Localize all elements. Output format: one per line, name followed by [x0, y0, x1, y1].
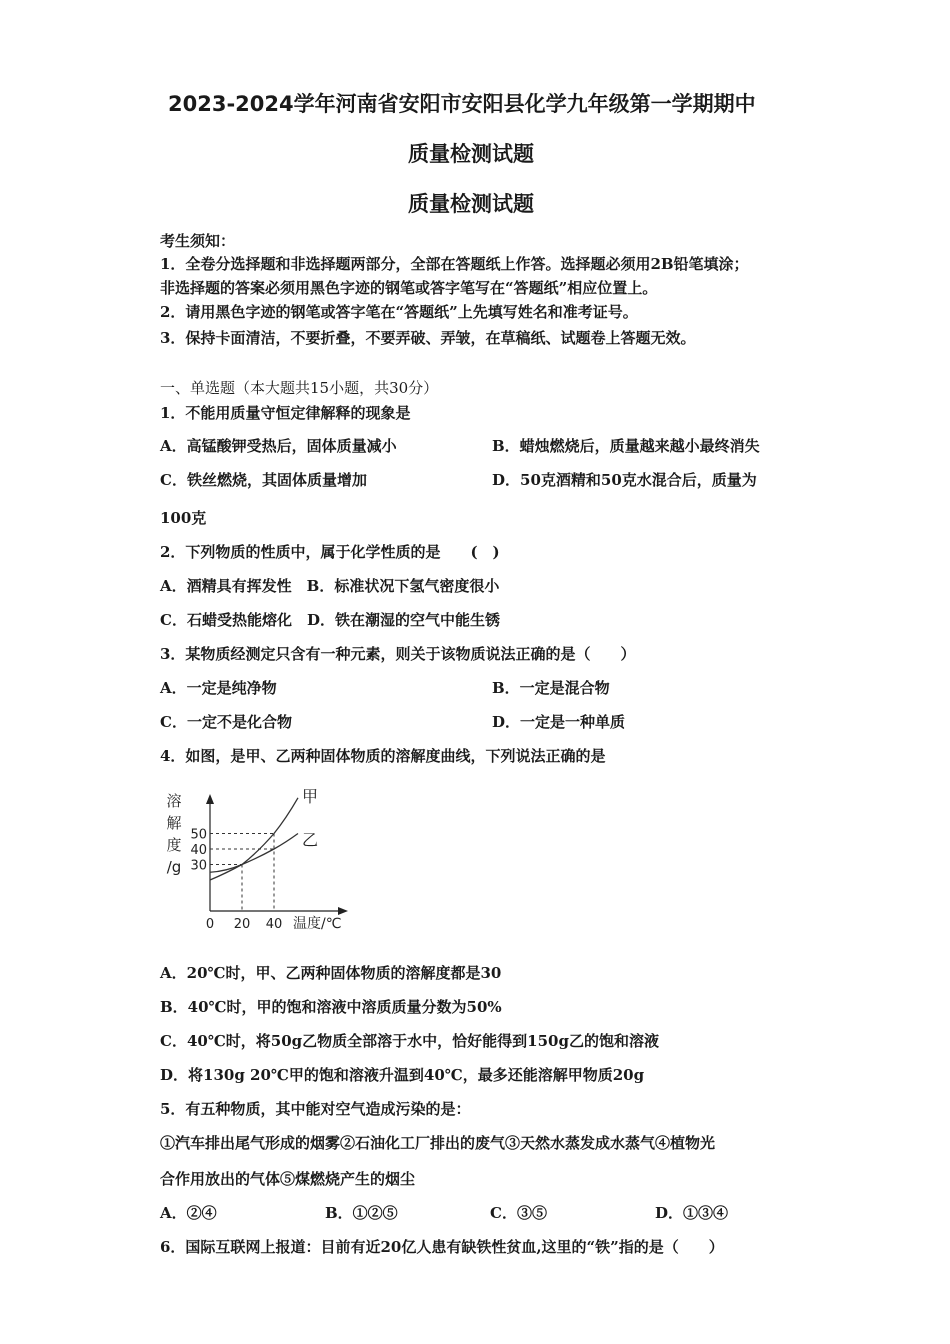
q1-stem: 1．不能用质量守恒定律解释的现象是	[160, 404, 411, 422]
q1-option-d-cont: 100克	[160, 509, 207, 527]
solubility-chart	[160, 786, 360, 934]
q4-option-d: D．将130g 20℃甲的饱和溶液升温到40℃，最多还能溶解甲物质20g	[160, 1066, 645, 1084]
q4-option-c: C．40℃时，将50g乙物质全部溶于水中，恰好能得到150g乙的饱和溶液	[160, 1032, 659, 1050]
page-title-line3: 质量检测试题	[408, 192, 534, 216]
page-title-line2: 质量检测试题	[408, 142, 534, 166]
notice-item-1b: 非选择题的答案必须用黑色字迹的钢笔或答字笔写在“答题纸”相应位置上。	[160, 279, 658, 297]
section-heading: 一、单选题（本大题共15小题，共30分）	[160, 379, 439, 397]
q5-option-b: B．①②⑤	[325, 1204, 398, 1222]
y-tick-50: 50	[190, 827, 207, 843]
q1-option-c: C．铁丝燃烧，其固体质量增加	[160, 471, 367, 489]
q2-options-ab: A．酒精具有挥发性 B．标准状况下氢气密度很小	[160, 577, 500, 595]
q5-option-d: D．①③④	[655, 1204, 729, 1222]
x-axis-label: 温度/℃	[293, 916, 342, 932]
notice-item-3: 3．保持卡面清洁，不要折叠，不要弄破、弄皱，在草稿纸、试题卷上答题无效。	[160, 329, 696, 347]
y-tick-30: 30	[190, 858, 207, 874]
x-tick-40: 40	[265, 917, 283, 932]
x-tick-20: 20	[233, 917, 251, 932]
y-axis-arrow	[206, 794, 214, 804]
series-line-1	[210, 798, 298, 872]
q2-options-cd: C．石蜡受热能熔化 D．铁在潮湿的空气中能生锈	[160, 611, 500, 629]
series-label-2: 乙	[302, 830, 319, 850]
q2-stem: 2．下列物质的性质中，属于化学性质的是 ( )	[160, 543, 500, 561]
q1-option-a: A．高锰酸钾受热后，固体质量减小	[160, 437, 397, 455]
page-title-line1: 2023-2024学年河南省安阳市安阳县化学九年级第一学期期中	[168, 92, 756, 116]
y-label-char-1: 溶	[166, 792, 182, 810]
y-label-char-3: 度	[166, 836, 182, 854]
q5-stem: 5．有五种物质，其中能对空气造成污染的是：	[160, 1100, 471, 1118]
q4-option-b: B．40℃时，甲的饱和溶液中溶质质量分数为50%	[160, 998, 502, 1016]
y-label-char-2: 解	[166, 814, 182, 832]
q3-option-b: B．一定是混合物	[492, 679, 610, 697]
notice-heading: 考生须知：	[160, 232, 236, 250]
q3-option-d: D．一定是一种单质	[492, 713, 626, 731]
notice-item-1a: 1．全卷分选择题和非选择题两部分，全部在答题纸上作答。选择题必须用2B铅笔填涂；	[160, 255, 749, 273]
q3-stem: 3．某物质经测定只含有一种元素，则关于该物质说法正确的是（ ）	[160, 645, 636, 663]
series-line-2	[210, 834, 298, 881]
y-tick-40: 40	[190, 843, 207, 858]
q4-option-a: A．20℃时，甲、乙两种固体物质的溶解度都是30	[160, 964, 502, 982]
notice-item-2: 2．请用黑色字迹的钢笔或答字笔在“答题纸”上先填写姓名和准考证号。	[160, 303, 638, 321]
x-axis-arrow	[338, 907, 348, 915]
q3-option-a: A．一定是纯净物	[160, 679, 277, 697]
series-label-1: 甲	[302, 786, 319, 806]
q5-list-b: 合作用放出的气体⑤煤燃烧产生的烟尘	[160, 1170, 416, 1188]
q1-option-b: B．蜡烛燃烧后，质量越来越小最终消失	[492, 437, 760, 455]
x-tick-0: 0	[205, 917, 215, 932]
q1-option-d: D．50克酒精和50克水混合后，质量为	[492, 471, 757, 489]
y-label-char-4: /g	[166, 858, 182, 876]
q5-option-a: A．②④	[160, 1204, 217, 1222]
q6-stem: 6．国际互联网上报道：目前有近20亿人患有缺铁性贫血,这里的“铁”指的是（ ）	[160, 1238, 724, 1256]
q5-option-c: C．③⑤	[490, 1204, 547, 1222]
q3-option-c: C．一定不是化合物	[160, 713, 292, 731]
q4-stem: 4．如图，是甲、乙两种固体物质的溶解度曲线，下列说法正确的是	[160, 747, 606, 765]
q5-list-a: ①汽车排出尾气形成的烟雾②石油化工厂排出的废气③天然水蒸发成水蒸气④植物光	[160, 1134, 716, 1152]
